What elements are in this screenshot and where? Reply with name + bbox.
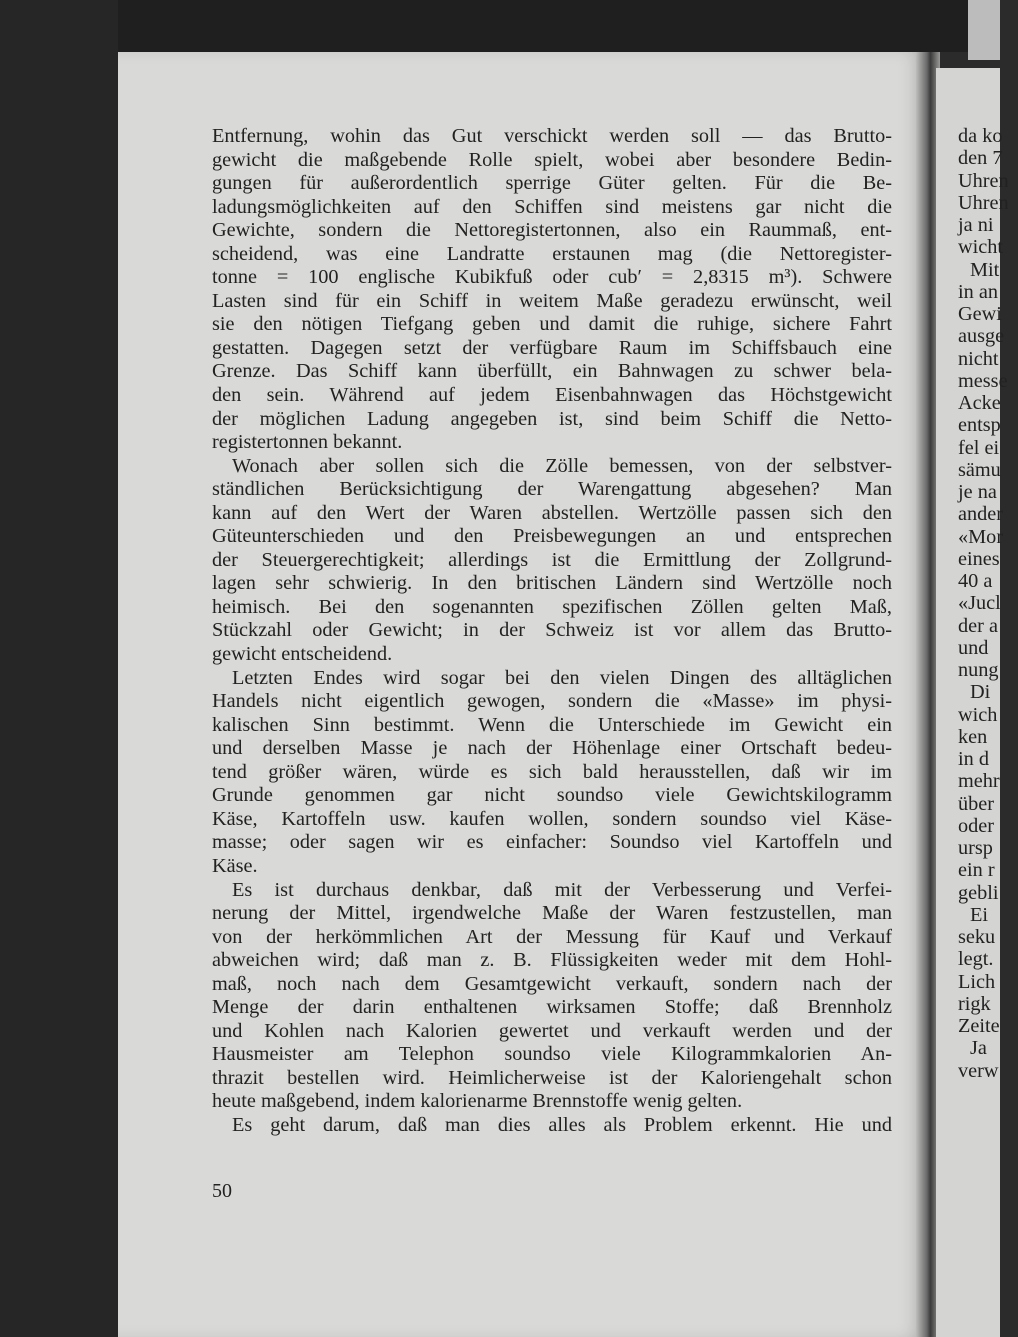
facing-page-line: und (958, 636, 989, 659)
facing-page-line: Di (970, 681, 991, 704)
facing-page-line: den 7 (958, 147, 1003, 170)
text-line: Stückzahl oder Gewicht; in der Schweiz ist vor allem das Brutto- (212, 619, 892, 642)
facing-page-line: Uhren (958, 169, 1009, 192)
facing-page-line: Uhren (958, 191, 1009, 214)
text-line: Wonach aber sollen sich die Zölle bemessen, von der selbstver- (232, 454, 892, 477)
scan-background-top (0, 0, 1000, 52)
body-text (212, 125, 892, 1138)
text-line: tonne = 100 englische Kubikfuß oder cub′ = 2,8315 m³). Schwere (212, 266, 892, 289)
facing-page-line: eines (958, 547, 1000, 570)
text-line: Entfernung, wohin das Gut verschickt werden soll — das Brutto- (212, 125, 892, 147)
facing-page-line: Ja (970, 1037, 987, 1060)
facing-page-line: legt. (958, 948, 994, 971)
facing-page-line: sämu (958, 458, 1001, 481)
text-line: Grenze. Das Schiff kann überfüllt, ein Bahnwagen zu schwer bela- (212, 360, 892, 383)
text-line: nerung der Mittel, irgendwelche Maße der Waren festzustellen, man (212, 902, 892, 925)
facing-page-line: Gewi (958, 303, 1002, 325)
facing-page-line: der a (958, 614, 998, 637)
text-line: der möglichen Ladung angegeben ist, sind beim Schiff die Netto- (212, 407, 892, 430)
facing-page-line: da ko (958, 125, 1003, 147)
text-line: masse; oder sagen wir es einfacher: Soundso viel Kartoffeln und (212, 831, 892, 854)
facing-page-line: in an (958, 280, 998, 303)
text-line: kalischen Sinn bestimmt. Wenn die Unterschiede im Gewicht ein (212, 713, 892, 736)
facing-page-line: seku (958, 926, 996, 948)
facing-page-line: Mit (970, 258, 1000, 281)
facing-page-line: wicht (958, 236, 1004, 259)
facing-page-line: nicht (958, 347, 999, 370)
facing-page-line: wich (958, 703, 998, 726)
text-line: gungen für außerordentlich sperrige Güter gelten. Für die Be- (212, 172, 892, 195)
facing-page-line: oder (958, 814, 995, 837)
facing-page-line: über (958, 792, 995, 815)
text-line: Käse, Kartoffeln usw. kaufen wollen, sondern soundso viel Käse- (212, 807, 892, 830)
page-number: 50 (212, 1180, 232, 1202)
text-line: Menge der darin enthaltenen wirksamen Stoffe; daß Brennholz (212, 996, 892, 1019)
scan-background-left (0, 0, 118, 1337)
text-line: gewicht entscheidend. (212, 643, 393, 666)
facing-page-line: Zeite (958, 1015, 1000, 1037)
text-line: und Kohlen nach Kalorien gewertet und verkauft werden und der (212, 1019, 892, 1042)
text-line: maß, noch nach dem Gesamtgewicht verkauft, sondern nach der (212, 972, 892, 995)
facing-page-line: messe (958, 369, 1008, 392)
text-line: thrazit bestellen wird. Heimlicherweise ist der Kaloriengehalt schon (212, 1066, 892, 1089)
facing-page-text (958, 125, 1018, 1082)
text-line: von der herkömmlichen Art der Messung für Kauf und Verkauf (212, 925, 892, 948)
text-line: heute maßgebend, indem kalorienarme Brennstoffe wenig gelten. (212, 1090, 743, 1113)
facing-page-line: ausge (958, 325, 1005, 348)
facing-page-line: Lich (958, 970, 996, 993)
facing-page-line: «Mor (958, 525, 1004, 548)
text-line: Es geht darum, daß man dies alles als Problem erkennt. Hie und (232, 1113, 892, 1136)
facing-page-line: mehr (958, 770, 1000, 793)
text-line: kann auf den Wert der Waren abstellen. Wertzölle passen sich den (212, 501, 892, 524)
text-line: der Steuergerechtigkeit; allerdings ist die Ermittlung der Zollgrund- (212, 548, 892, 571)
text-line: abweichen wird; daß man z. B. Flüssigkeiten weder mit dem Hohl- (212, 949, 892, 972)
text-line: Letzten Endes wird sogar bei den vielen Dingen des alltäglichen (232, 666, 892, 689)
text-line: Es ist durchaus denkbar, daß mit der Verbesserung und Verfei- (232, 878, 892, 901)
text-line: scheidend, was eine Landratte erstaunen mag (die Nettoregister- (212, 242, 892, 265)
facing-page-line: ander (958, 503, 1004, 526)
facing-page-line: fel ei (958, 436, 1000, 459)
facing-page-line: gebli (958, 881, 999, 904)
text-line: sie den nötigen Tiefgang geben und damit die ruhige, sichere Fahrt (212, 313, 892, 336)
facing-page-line: verw (958, 1059, 999, 1082)
facing-page-line: ein r (958, 859, 995, 882)
text-line: Käse. (212, 854, 258, 877)
facing-page-line: ursp (958, 837, 993, 859)
text-line: tend größer wären, würde es sich bald herausstellen, daß wir im (212, 760, 892, 783)
facing-page-line: nung (958, 659, 999, 681)
facing-page-line: 40 a (958, 570, 993, 592)
text-line: registertonnen bekannt. (212, 431, 403, 454)
text-line: Lasten sind für ein Schiff in weitem Maße geradezu erwünscht, weil (212, 289, 892, 312)
text-line: ständlichen Berücksichtigung der Warengattung abgesehen? Man (212, 478, 892, 501)
facing-page-line: rigk (958, 992, 991, 1015)
text-line: ladungsmöglichkeiten auf den Schiffen sind meistens gar nicht die (212, 195, 892, 218)
facing-page-line: ja ni (958, 214, 994, 236)
text-line: gewicht die maßgebende Rolle spielt, wobei aber besondere Bedin- (212, 148, 892, 171)
text-line: und derselben Masse je nach der Höhenlage einer Ortschaft bedeu- (212, 737, 892, 760)
text-line: Handels nicht eigentlich gewogen, sondern die «Masse» im physi- (212, 690, 892, 713)
text-line: heimisch. Bei den sogenannten spezifischen Zöllen gelten Maß, (212, 595, 892, 618)
text-line: den sein. Während auf jedem Eisenbahnwagen das Höchstgewicht (212, 384, 892, 407)
text-line: Güteunterschieden und den Preisbewegungen an und entsprechen (212, 525, 892, 548)
text-line: Hausmeister am Telephon soundso viele Kilogrammkalorien An- (212, 1043, 892, 1066)
text-line: Gewichte, sondern die Nettoregistertonnen, also ein Raummaß, ent- (212, 219, 892, 242)
facing-page-line: Acke (958, 392, 1001, 414)
facing-page-line: in d (958, 748, 989, 770)
text-line: lagen sehr schwierig. In den britischen Ländern sind Wertzölle noch (212, 572, 892, 595)
facing-page-line: Ei (970, 903, 989, 926)
text-line: gestatten. Dagegen setzt der verfügbare Raum im Schiffsbauch eine (212, 336, 892, 359)
facing-page-line: entsp (958, 414, 1001, 437)
text-line: Grunde genommen gar nicht soundso viele Gewichtskilogramm (212, 784, 892, 807)
facing-page-line: ken (958, 725, 988, 748)
scan-corner (968, 0, 1000, 60)
facing-page-line: «Jucl (958, 592, 1001, 615)
facing-page-line: je na (958, 481, 997, 503)
